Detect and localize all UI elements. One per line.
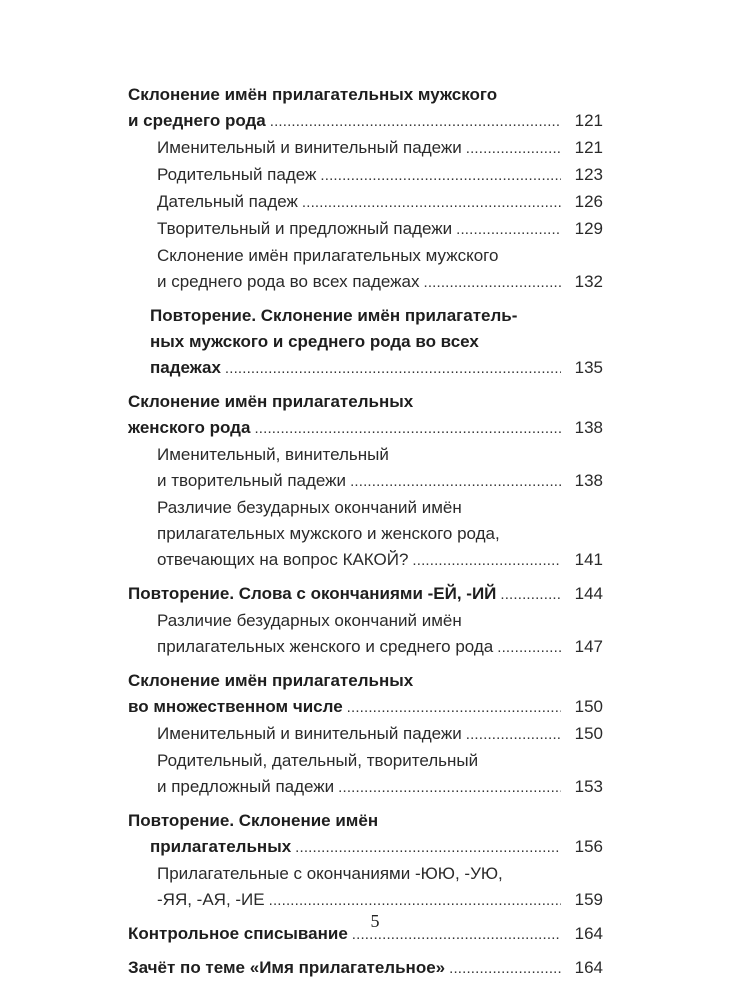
toc-entry-last-line	[157, 547, 603, 574]
toc-entry-last-line	[128, 694, 603, 721]
toc-entry-last-line	[128, 415, 603, 442]
toc-entry[interactable]	[128, 808, 603, 861]
toc-entry-page: 126	[574, 192, 603, 211]
toc-entry-page: 132	[574, 272, 603, 291]
toc-entry-title: Именительный и винительный падежи	[157, 138, 462, 157]
dot-leader	[225, 356, 561, 382]
toc-entry-last-line	[157, 634, 603, 661]
toc-entry-page: 164	[574, 958, 603, 977]
toc-entry[interactable]	[128, 861, 603, 914]
toc-entry-title: во множественном числе	[128, 697, 343, 716]
toc-entry-last-line	[150, 355, 603, 382]
toc-entry[interactable]	[128, 389, 603, 442]
toc-entry-title: женского рода	[128, 418, 251, 437]
toc-entry[interactable]	[128, 162, 603, 189]
toc-entry-title-line: Различие безударных окончаний имён	[157, 498, 462, 517]
toc-entry-title: Контрольное списывание	[128, 924, 348, 943]
toc-entry-page: 144	[574, 584, 603, 603]
dot-leader	[424, 270, 562, 296]
toc-entry-last-line	[157, 216, 603, 243]
toc-entry-page: 153	[574, 777, 603, 796]
toc-entry-last-line	[157, 468, 603, 495]
toc-entry-page: 123	[574, 165, 603, 184]
toc-entry[interactable]	[128, 303, 603, 382]
toc-entry-title-line: Именительный, винительный	[157, 445, 389, 464]
dot-leader	[449, 956, 561, 982]
toc-entry-last-line	[157, 774, 603, 801]
toc-entry[interactable]	[128, 955, 603, 982]
toc-entry-title: Родительный падеж	[157, 165, 317, 184]
toc-entry-last-line	[128, 955, 603, 982]
dot-leader	[295, 835, 561, 861]
toc-entry[interactable]	[128, 721, 603, 748]
toc-entry[interactable]	[128, 216, 603, 243]
toc-entry-page: 164	[574, 924, 603, 943]
toc-entry[interactable]	[128, 608, 603, 661]
toc-entry-page: 156	[574, 837, 603, 856]
dot-leader	[466, 722, 561, 748]
toc-entry-last-line	[157, 135, 603, 162]
toc-entry-title: Творительный и предложный падежи	[157, 219, 453, 238]
toc-entry-last-line	[157, 189, 603, 216]
dot-leader	[500, 582, 561, 608]
dot-leader	[270, 109, 561, 135]
toc-entry-page: 150	[574, 724, 603, 743]
toc-entry-title: прилагательных женского и среднего рода	[157, 637, 494, 656]
dot-leader	[338, 775, 561, 801]
toc-entry-last-line	[128, 581, 603, 608]
toc-entry[interactable]	[128, 495, 603, 574]
toc-entry-title-line: Склонение имён прилагательных мужского	[128, 85, 498, 104]
toc-entry-last-line	[128, 108, 603, 135]
toc-entry-page: 138	[574, 418, 603, 437]
toc-entry[interactable]	[128, 189, 603, 216]
toc-entry-last-line	[157, 269, 603, 296]
toc-entry-title: Дательный падеж	[157, 192, 298, 211]
toc-entry-title-line: прилагательных мужского и женского рода,	[157, 524, 500, 543]
toc-entry-title: отвечающих на вопрос КАКОЙ?	[157, 550, 409, 569]
toc-entry-title-line: Повторение. Склонение имён	[128, 811, 379, 830]
dot-leader	[497, 635, 561, 661]
toc-entry-page: 147	[574, 637, 603, 656]
toc-entry-title: падежах	[150, 358, 221, 377]
toc-entry-title: прилагательных	[150, 837, 292, 856]
toc-entry-title: и среднего рода во всех падежах	[157, 272, 420, 291]
toc-entry-page: 121	[574, 111, 603, 130]
toc-entry-page: 141	[574, 550, 603, 569]
toc-entry[interactable]	[128, 82, 603, 135]
toc-entry-title-line: Различие безударных окончаний имён	[157, 611, 462, 630]
toc-entry-title-line: Склонение имён прилагательных мужского	[157, 246, 499, 265]
dot-leader	[302, 190, 561, 216]
toc-entry-last-line	[157, 162, 603, 189]
toc-entry-page: 135	[574, 358, 603, 377]
dot-leader	[347, 695, 561, 721]
toc-entry-page: 150	[574, 697, 603, 716]
toc-entry-title-line: ных мужского и среднего рода во всех	[150, 332, 479, 351]
toc-entry-title-line: Склонение имён прилагательных	[128, 671, 414, 690]
toc-entry[interactable]	[128, 135, 603, 162]
toc-entry-title-line: Повторение. Склонение имён прилагатель-	[150, 306, 518, 325]
dot-leader	[350, 469, 561, 495]
toc-entry[interactable]	[128, 748, 603, 801]
toc-entry-page: 121	[574, 138, 603, 157]
dot-leader	[320, 163, 561, 189]
toc-entry[interactable]	[128, 668, 603, 721]
toc-entry-title: Повторение. Слова с окончаниями -ЕЙ, -ИЙ	[128, 584, 497, 603]
toc-entry-page: 159	[574, 890, 603, 909]
dot-leader	[466, 136, 561, 162]
toc-entry-title: -ЯЯ, -АЯ, -ИЕ	[157, 890, 265, 909]
toc-entry-title-line: Склонение имён прилагательных	[128, 392, 414, 411]
dot-leader	[254, 416, 561, 442]
toc-entry-title: Именительный и винительный падежи	[157, 724, 462, 743]
table-of-contents	[128, 82, 603, 982]
dot-leader	[456, 217, 561, 243]
toc-entry-page: 138	[574, 471, 603, 490]
toc-entry-last-line	[157, 887, 603, 914]
toc-entry-title: Зачёт по теме «Имя прилагательное»	[128, 958, 446, 977]
toc-entry[interactable]	[128, 581, 603, 608]
toc-entry-title-line: Родительный, дательный, творительный	[157, 751, 479, 770]
dot-leader	[412, 548, 561, 574]
toc-entry-title: и предложный падежи	[157, 777, 335, 796]
toc-entry[interactable]	[128, 442, 603, 495]
toc-entry[interactable]	[128, 243, 603, 296]
toc-entry-page: 129	[574, 219, 603, 238]
toc-entry-title-line: Прилагательные с окончаниями -ЮЮ, -УЮ,	[157, 864, 503, 883]
toc-entry-last-line	[150, 834, 603, 861]
page-number: 5	[370, 911, 380, 931]
toc-entry-title: и творительный падежи	[157, 471, 347, 490]
toc-entry-last-line	[157, 721, 603, 748]
toc-entry-title: и среднего рода	[128, 111, 266, 130]
